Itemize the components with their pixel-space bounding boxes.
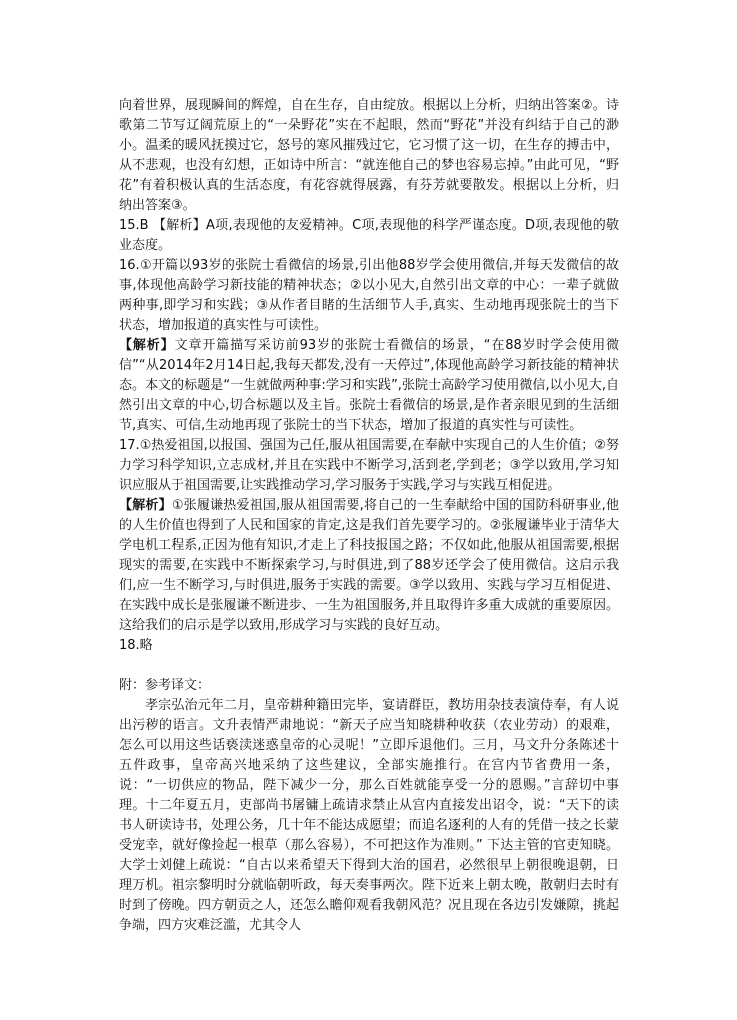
analysis-16 [119, 336, 619, 436]
document-page [119, 96, 619, 936]
analysis-17 [119, 496, 619, 636]
answer-16: 16.①开篇以93岁的张院士看微信的场景,引出他88岁学会使用微信,并每天发微信的故事,体现他高龄学习新技能的精神状态；②以小见大,自然引出文章的中心：一辈子就做两种事,即学习和实践；③从作者目睹的生活细节人手,真实、生动地再现张院士的当下状态，增加报道的真实性与可读性。 [119, 258, 619, 333]
blank-line [119, 656, 619, 676]
analysis-17-text: ①张履谦热爱祖国,服从祖国需要,将自己的一生奉献给中国的国防科研事业,他的人生价值也得到了人民和国家的肯定,这是我们首先要学习的。②张履谦毕业于清华大学电机工程系,正因为他有知识,才走上了科技报国之路；不仅如此,他服从祖国需要,根据现实的需要,在实践中不断探索学习,与时俱进,到了88岁还学会了使用微信。这启示我们,应一生不断学习,与时俱进,服务于实践的需要。③学以致用、实践与学习互相促进、在实践中成长是张履谦不断进步、一生为祖国服务,并且取得许多重大成就的重要原因。这给我们的启示是学以致用,形成学习与实践的良好互动。 [119, 498, 619, 633]
answer-17: 17.①热爱祖国,以报国、强国为己任,服从祖国需要,在奉献中实现自己的人生价值；②努力学习科学知识,立志成材,并且在实践中不断学习,活到老,学到老；③学以致用,学习知识应服从于祖国需要,让实践推动学习,学习服务于实践,学习与实践互相促进。 [119, 438, 619, 493]
answer-14-tail: 向着世界，展现瞬间的辉煌，自在生存，自由绽放。根据以上分析，归纳出答案②。诗歌第二节写辽阔荒原上的“一朵野花”实在不起眼，然而“野花”并没有纠结于自己的渺小。温柔的暖风抚摸过它，怒号的寒风摧残过它，它习惯了这一切，在生存的搏击中，从不悲观，也没有幻想，正如诗中所言：“就连他自己的梦也容易忘掉。”由此可见，“野花”有着积极认真的生活态度，有花容就得展露，有芬芳就要散发。根据以上分析，归纳出答案③。 [119, 98, 619, 213]
analysis-17-tag: 【解析】 [119, 498, 172, 513]
answer-15: 15.B 【解析】A项,表现他的友爱精神。C项,表现他的科学严谨态度。D项,表现他的敬业态度。 [119, 218, 619, 253]
translation-heading: 附：参考译文： [119, 678, 211, 693]
translation-body: 孝宗弘治元年二月，皇帝耕种籍田完毕，宴请群臣，教坊用杂技表演侍奉，有人说出污秽的语言。文升表情严肃地说：“新天子应当知晓耕种收获（农业劳动）的艰难，怎么可以用这些话亵渎迷惑皇帝的心灵呢！”立即斥退他们。三月，马文升分条陈述十五件政事，皇帝高兴地采纳了这些建议，全部实施推行。在宫内节省费用一条，说：“一切供应的物品，陛下减少一分，那么百姓就能享受一分的恩赐。”言辞切中事理。十二年夏五月，吏部尚书屠镛上疏请求禁止从宫内直接发出诏令，说：“天下的读书人研读诗书，处理公务，几十年不能达成愿望；而追名逐利的人有的凭借一技之长蒙受宠幸，就好像捡起一根草（那么容易），不可把这作为准则。” 下达主管的官吏知晓。大学士刘健上疏说：“自古以来希望天下得到大治的国君，必然很早上朝很晚退朝，日理万机。祖宗黎明时分就临朝听政，每天奏事两次。陛下近来上朝太晚，散朝归去时有时到了傍晚。四方朝贡之人，还怎么瞻仰观看我朝风范？况且现在各边引发嫌隙，挑起争端，四方灾难泛滥，尤其令人 [119, 698, 619, 933]
answer-18: 18.略 [119, 638, 153, 653]
analysis-16-tag: 【解析】 [119, 338, 175, 353]
analysis-16-text: 文章开篇描写采访前93岁的张院士看微信的场景，“在88岁时学会使用微信”“从2014年2月14日起,我每天都发,没有一天停过”,体现他高龄学习新技能的精神状态。本文的标题是“一生就做两种事:学习和实践”,张院士高龄学习使用微信,以小见大,自然引出文章的中心,切合标题以及主旨。张院士看微信的场景,是作者亲眼见到的生活细节,真实、可信,生动地再现了张院士的当下状态，增加了报道的真实性与可读性。 [119, 338, 619, 433]
